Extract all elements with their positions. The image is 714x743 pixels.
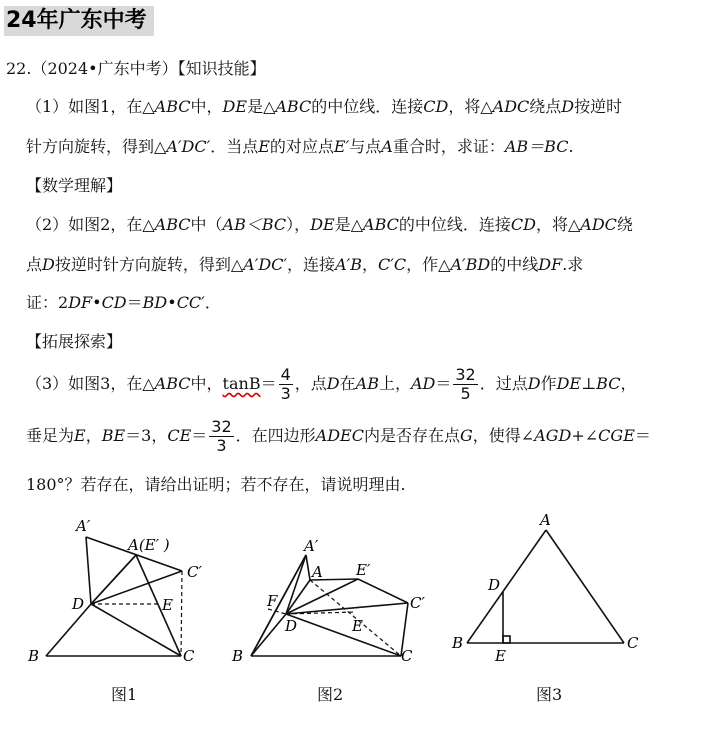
part2-line3: 证：2DF•CD＝BD•CC′．	[26, 293, 221, 312]
fig3-label-c: C	[627, 634, 639, 652]
fig3-label-d: D	[488, 576, 501, 594]
fig2-label-e-prime: E′	[356, 561, 371, 579]
problem-heading: 22.（2024•广东中考）【知识技能】	[6, 59, 266, 78]
fig2-label-e: E	[352, 617, 363, 635]
fig1-label-d: D	[72, 595, 85, 613]
fig1-label-c-prime: C′	[187, 563, 202, 581]
fig2-label-d: D	[285, 617, 298, 635]
figure-2-caption: 图2	[317, 685, 344, 704]
part1-line2: 针方向旋转，得到△A′DC′．当点E的对应点E′与点A重合时，求证：AB＝BC.	[26, 137, 574, 156]
fig2-label-a: A	[312, 563, 323, 581]
figure-3-caption: 图3	[536, 685, 563, 704]
fraction-32-3: $\frac{32}{3}$	[211, 417, 232, 455]
fig2-label-f: F	[267, 592, 278, 610]
fig3-label-a: A	[540, 511, 551, 529]
fig2-label-c: C	[401, 647, 413, 665]
fig1-label-a-e-prime: A(E′ )	[128, 536, 170, 554]
fig1-label-b: B	[28, 647, 40, 665]
part2-line1: （2）如图2，在△ABC中（AB＜BC），DE是△ABC的中位线．连接CD，将△ADC绕	[26, 215, 633, 234]
section-math-understanding: 【数学理解】	[26, 176, 123, 195]
section-extension: 【拓展探索】	[26, 332, 123, 351]
fig1-label-e: E	[162, 596, 173, 614]
fig3-label-b: B	[452, 634, 464, 652]
fig1-label-c: C	[183, 647, 195, 665]
fig2-label-b: B	[232, 647, 244, 665]
figure-1-caption: 图1	[111, 685, 138, 704]
fig2-label-c-prime: C′	[410, 594, 425, 612]
fig2-label-a-prime: A′	[304, 537, 319, 555]
part1-line1: （1）如图1，在△ABC中，DE是△ABC的中位线．连接CD，将△ADC绕点D按逆时	[26, 97, 623, 116]
page-title: 24年广东中考	[6, 8, 147, 33]
part2-line2: 点D按逆时针方向旋转，得到△A′DC′，连接A′B，C′C，作△A′BD的中线DF.求	[26, 255, 584, 274]
fig3-label-e: E	[495, 647, 506, 665]
fraction-32-5: $\frac{32}{5}$	[455, 365, 476, 403]
part3-line1: （3）如图3，在△ABC中，tanB＝ $\frac{4}{3}$ ，点D在AB上，AD＝ $\frac{32}{5}$ ．过点D作DE⊥BC，	[26, 365, 637, 403]
fig1-label-a-prime: A′	[76, 517, 91, 535]
part3-line3: 180°？若存在，请给出证明；若不存在，请说明理由.	[26, 475, 406, 494]
fraction-4-3: $\frac{4}{3}$	[280, 365, 291, 403]
part3-line2: 垂足为E，BE＝3，CE＝ $\frac{32}{3}$ ．在四边形ADEC内是否存在点G，使得∠AGD+∠CGE＝	[26, 417, 651, 455]
